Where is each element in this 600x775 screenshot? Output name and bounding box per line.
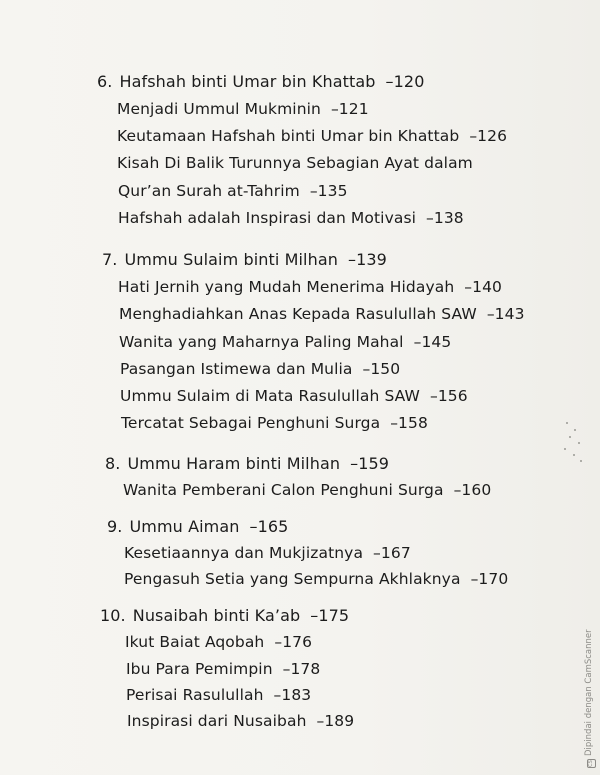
page-number: –140 (464, 278, 503, 296)
page-number: –176 (274, 633, 313, 651)
watermark-label: Dipindai dengan CamScanner (584, 629, 594, 756)
toc-entry (127, 711, 354, 731)
chapter-heading (102, 250, 387, 270)
page-number: –135 (309, 182, 348, 200)
toc-entry (117, 99, 369, 119)
speck (580, 460, 582, 462)
page-number: –143 (486, 305, 525, 323)
entry-label: Qur’an Surah at-Tahrim (118, 182, 300, 200)
entry-label: Kisah Di Balik Turunnya Sebagian Ayat dalam (117, 154, 473, 172)
chapter-title: Hafshah binti Umar bin Khattab (119, 72, 376, 91)
chapter-number: 7. (102, 250, 118, 269)
entry-label: Wanita yang Maharnya Paling Mahal (119, 333, 404, 351)
speck (573, 454, 575, 456)
page-number: –121 (330, 100, 369, 118)
toc-entry (124, 569, 508, 589)
speck (569, 436, 571, 438)
chapter-title: Ummu Aiman (129, 517, 240, 536)
entry-label: Perisai Rasulullah (126, 686, 264, 704)
entry-label: Ummu Sulaim di Mata Rasulullah SAW (120, 387, 420, 405)
toc-entry (118, 208, 464, 228)
page-number: –158 (390, 414, 428, 432)
toc-entry (118, 277, 502, 297)
entry-label: Menjadi Ummul Mukminin (117, 100, 321, 118)
entry-label: Ikut Baiat Aqobah (125, 633, 265, 651)
entry-label: Pasangan Istimewa dan Mulia (120, 360, 353, 378)
toc-entry (126, 685, 311, 705)
camscanner-logo-icon: CS (588, 760, 594, 767)
entry-label: Hafshah adalah Inspirasi dan Motivasi (118, 209, 417, 227)
toc-entry (121, 413, 428, 433)
entry-label: Pengasuh Setia yang Sempurna Akhlaknya (124, 570, 461, 588)
chapter-number: 6. (97, 72, 113, 91)
page-number: –156 (429, 387, 468, 405)
page-number: –145 (413, 333, 452, 351)
chapter-title: Ummu Haram binti Milhan (127, 454, 341, 473)
chapter-heading (97, 72, 424, 92)
entry-label: Keutamaan Hafshah binti Umar bin Khattab (117, 127, 460, 145)
toc-entry (120, 386, 468, 406)
toc-entry (120, 359, 400, 379)
chapter-heading (100, 606, 349, 626)
entry-label: Inspirasi dari Nusaibah (127, 712, 307, 730)
camscanner-watermark (582, 629, 596, 770)
page-number: –138 (426, 209, 464, 227)
entry-label: Menghadiahkan Anas Kepada Rasulullah SAW (119, 305, 477, 323)
chapter-heading (107, 517, 288, 537)
page-number: –167 (373, 544, 411, 562)
toc-entry (124, 543, 411, 563)
page-number: –160 (453, 481, 492, 499)
entry-label: Tercatat Sebagai Penghuni Surga (121, 414, 381, 432)
speck (566, 422, 568, 424)
toc-entry (118, 181, 348, 201)
speck (578, 442, 580, 444)
entry-label: Hati Jernih yang Mudah Menerima Hidayah (118, 278, 455, 296)
page-number: –189 (316, 712, 355, 730)
page-number: –139 (347, 250, 387, 269)
speck (564, 448, 566, 450)
speck (574, 429, 576, 431)
toc-entry (125, 632, 312, 652)
page-number: –120 (385, 72, 425, 91)
entry-label: Wanita Pemberani Calon Penghuni Surga (123, 481, 444, 499)
scan-specks (562, 420, 586, 464)
page-number: –159 (350, 454, 390, 473)
page-number: –126 (469, 127, 508, 145)
page-number: –150 (362, 360, 401, 378)
chapter-title: Ummu Sulaim binti Milhan (124, 250, 338, 269)
toc-entry (123, 480, 491, 500)
chapter-number: 10. (100, 606, 126, 625)
toc-entry (119, 304, 525, 324)
page-number: –183 (273, 686, 312, 704)
page-number: –178 (282, 660, 321, 678)
page-number: –175 (310, 606, 350, 625)
chapter-number: 8. (105, 454, 121, 473)
page-number: –170 (470, 570, 509, 588)
watermark-text (584, 629, 596, 768)
toc-entry (119, 332, 451, 352)
toc-entry (117, 126, 507, 146)
chapter-heading (105, 454, 389, 474)
chapter-number: 9. (107, 517, 123, 536)
entry-label: Ibu Para Pemimpin (126, 660, 273, 678)
chapter-title: Nusaibah binti Ka’ab (132, 606, 301, 625)
toc-entry (126, 659, 320, 679)
entry-label: Kesetiaannya dan Mukjizatnya (124, 544, 364, 562)
toc-entry (117, 153, 473, 173)
page-number: –165 (249, 517, 289, 536)
